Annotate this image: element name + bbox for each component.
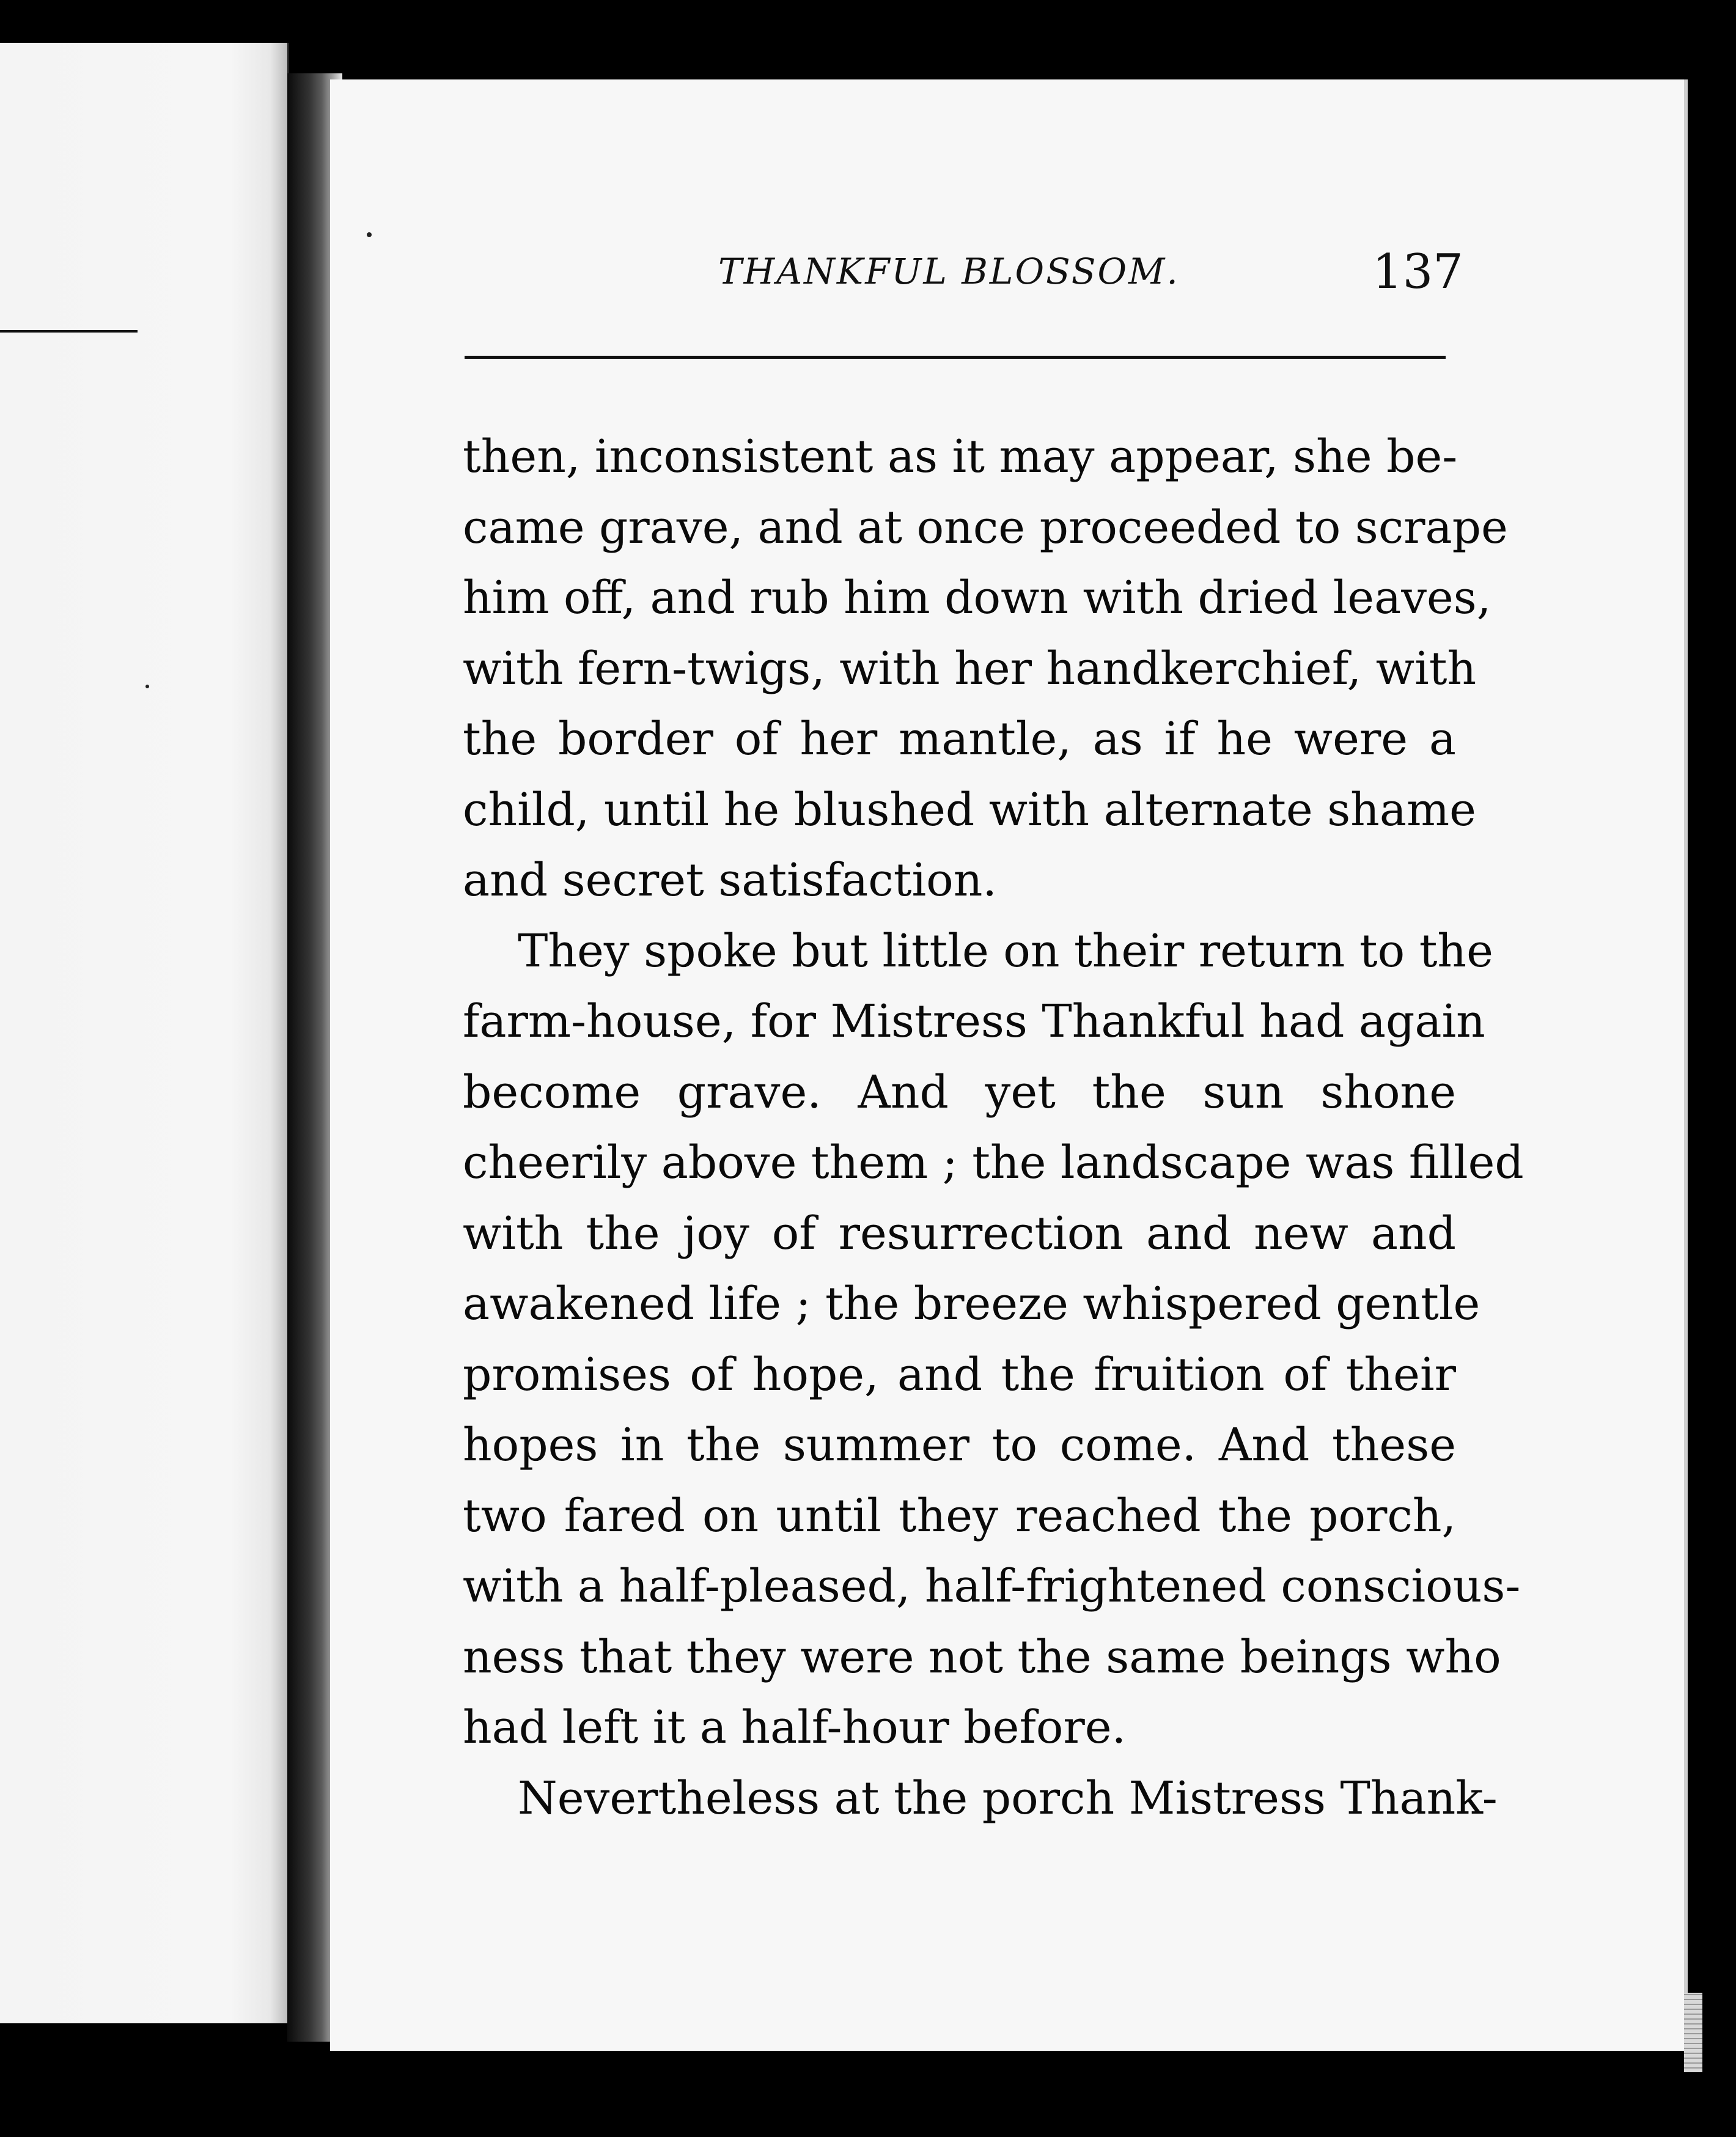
left-facing-page: [0, 43, 289, 2023]
body-line: the border of her mantle, as if he were a: [463, 713, 1456, 765]
scan-speck: [367, 232, 372, 237]
body-line: with a half-pleased, half-frightened conscious-: [463, 1560, 1521, 1613]
header-rule: [465, 356, 1446, 359]
left-header-rule: [0, 330, 138, 333]
body-line: They spoke but little on their return to the: [518, 924, 1493, 977]
body-text: [463, 422, 1524, 1834]
body-line: farm-house, for Mistress Thankful had again: [463, 995, 1485, 1048]
body-line: become grave. And yet the sun shone: [463, 1065, 1456, 1119]
page-edge-stack: [1684, 1993, 1702, 2072]
body-line: and secret satisfaction.: [463, 854, 997, 907]
body-line: awakened life ; the breeze whispered gentle: [463, 1278, 1480, 1330]
body-line: came grave, and at once proceeded to scrape: [463, 501, 1508, 554]
scan-speck: [145, 685, 149, 688]
body-line: with the joy of resurrection and new and: [463, 1207, 1456, 1260]
page-number: 137: [1372, 245, 1463, 300]
body-line: ness that they were not the same beings who: [463, 1630, 1501, 1683]
body-line: Nevertheless at the porch Mistress Thank-: [518, 1771, 1498, 1825]
running-head: THANKFUL BLOSSOM.: [718, 251, 1180, 292]
body-line: then, inconsistent as it may appear, she be-: [463, 430, 1458, 483]
body-line: cheerily above them ; the landscape was filled: [463, 1136, 1524, 1189]
body-line: him off, and rub him down with dried leaves,: [463, 572, 1491, 624]
body-line: promises of hope, and the fruition of their: [463, 1348, 1456, 1401]
body-line: hopes in the summer to come. And these: [463, 1419, 1456, 1471]
body-line: with fern-twigs, with her handkerchief, with: [463, 642, 1477, 695]
body-line: child, until he blushed with alternate shame: [463, 783, 1476, 836]
body-line: had left it a half-hour before.: [463, 1701, 1127, 1754]
body-line: two fared on until they reached the porch,: [463, 1489, 1456, 1542]
